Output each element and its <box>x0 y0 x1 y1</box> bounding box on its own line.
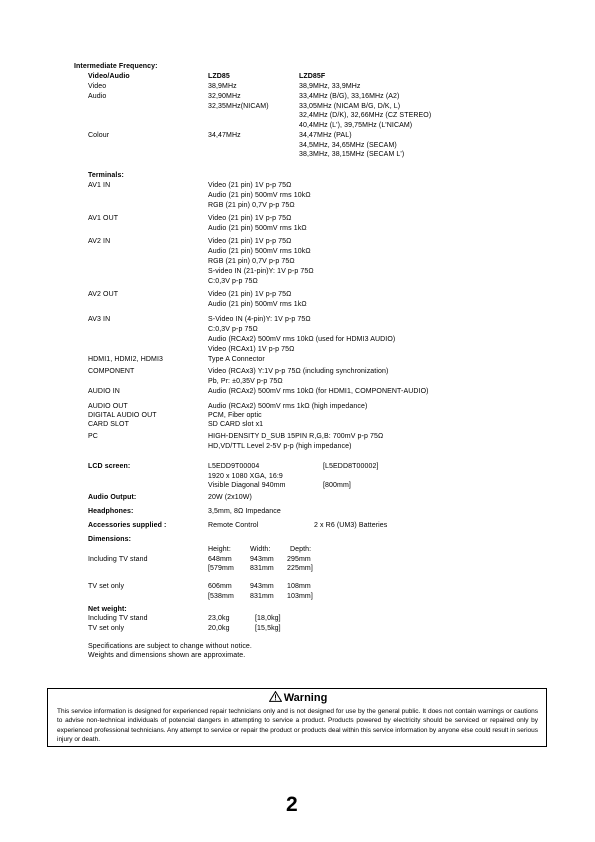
note-line: Specifications are subject to change without notice. <box>88 643 252 650</box>
dim-value: 225mm] <box>287 565 313 572</box>
dim-only-label: TV set only <box>88 583 125 590</box>
if-colour-m2-line: 34,47MHz (PAL) <box>299 132 352 139</box>
terminal-spec-line: Audio (RCAx2) 500mV rms 10kΩ (for HDMI1, COMPONENT-AUDIO) <box>208 388 429 395</box>
weight-value: [18,0kg] <box>255 615 281 622</box>
terminal-spec-line: Pb, Pr: ±0,35V p-p 75Ω <box>208 378 283 385</box>
if-video-m1: 38,9MHz <box>208 83 237 90</box>
terminal-spec-line: Video (21 pin) 1V p-p 75Ω <box>208 291 292 298</box>
dim-height-header: Height: <box>208 546 231 553</box>
if-label-video: Video <box>88 83 107 90</box>
terminal-label: AUDIO IN <box>88 388 120 395</box>
dim-value: 831mm <box>250 565 274 572</box>
terminal-label: PC <box>88 433 98 440</box>
audio-output-value: 20W (2x10W) <box>208 494 252 501</box>
terminal-spec-line: Video (21 pin) 1V p-p 75Ω <box>208 182 292 189</box>
terminal-spec-line: Type A Connector <box>208 356 265 363</box>
terminal-spec-line: SD CARD slot x1 <box>208 421 264 428</box>
dim-value: 831mm <box>250 593 274 600</box>
weight-only-label: TV set only <box>88 625 125 632</box>
lcd-part-2: [L5EDD8T00002] <box>323 463 379 470</box>
weight-value: 20,0kg <box>208 625 230 632</box>
terminal-spec-line: Audio (RCAx2) 500mV rms 1kΩ (high impedance) <box>208 403 368 410</box>
terminal-label: HDMI1, HDMI2, HDMI3 <box>88 356 164 363</box>
terminal-spec-line: RGB (21 pin) 0,7V p-p 75Ω <box>208 258 295 265</box>
lcd-label: LCD screen: <box>88 463 131 470</box>
page-number: 2 <box>286 793 298 816</box>
dim-value: [538mm <box>208 593 234 600</box>
terminal-spec-line: C:0,3V p-p 75Ω <box>208 278 258 285</box>
lcd-diagonal: Visible Diagonal 940mm <box>208 482 286 489</box>
terminal-spec-line: RGB (21 pin) 0,7V p-p 75Ω <box>208 202 295 209</box>
terminal-label: DIGITAL AUDIO OUT <box>88 412 157 419</box>
terminal-spec-line: Audio (21 pin) 500mV rms 1kΩ <box>208 225 307 232</box>
terminal-label: COMPONENT <box>88 368 135 375</box>
dim-value: 648mm <box>208 556 232 563</box>
if-label-colour: Colour <box>88 132 110 139</box>
net-weight-label: Net weight: <box>88 606 127 613</box>
terminal-spec-line: HD,VD/TTL Level 2-5V p-p (high impedance) <box>208 443 352 450</box>
audio-output-label: Audio Output: <box>88 494 137 501</box>
dim-value: 606mm <box>208 583 232 590</box>
if-label-audio: Audio <box>88 93 107 100</box>
terminal-label: AUDIO OUT <box>88 403 128 410</box>
dim-value: 103mm] <box>287 593 313 600</box>
if-audio-m2-line: 33,4MHz (B/G), 33,16MHz (A2) <box>299 93 400 100</box>
terminal-spec-line: S-video IN (21-pin)Y: 1V p-p 75Ω <box>208 268 314 275</box>
if-colour-m2-line: 38,3MHz, 38,15MHz (SECAM L') <box>299 151 405 158</box>
terminal-spec-line: PCM, Fiber optic <box>208 412 262 419</box>
dim-width-header: Width: <box>250 546 271 553</box>
warning-title <box>48 691 548 704</box>
dim-value: [579mm <box>208 565 234 572</box>
terminal-spec-line: Audio (21 pin) 500mV rms 1kΩ <box>208 301 307 308</box>
lcd-diagonal-alt: [800mm] <box>323 482 351 489</box>
accessories-remote: Remote Control <box>208 522 259 529</box>
note-line: Weights and dimensions shown are approximate. <box>88 652 246 659</box>
dim-value: 943mm <box>250 583 274 590</box>
terminal-spec-line: Video (RCAx3) Y:1V p-p 75Ω (including synchronization) <box>208 368 389 375</box>
if-audio-m2-line: 33,05MHz (NICAM B/G, D/K, L) <box>299 102 401 110</box>
if-heading: Intermediate Frequency: <box>74 63 158 70</box>
weight-stand-label: Including TV stand <box>88 615 148 622</box>
terminal-spec-line: Video (21 pin) 1V p-p 75Ω <box>208 238 292 245</box>
terminal-label: AV2 IN <box>88 238 111 245</box>
headphones-value: 3,5mm, 8Ω Impedance <box>208 508 281 515</box>
if-col-heading: Video/Audio <box>88 73 130 80</box>
model-lzd85: LZD85 <box>208 73 230 80</box>
weight-value: [15,5kg] <box>255 625 281 632</box>
lcd-resolution: 1920 x 1080 XGA, 16:9 <box>208 473 283 480</box>
dim-value: 295mm <box>287 556 311 563</box>
terminal-spec-line: HIGH-DENSITY D_SUB 15PIN R,G,B: 700mV p-p 75Ω <box>208 433 384 440</box>
accessories-batteries: 2 x R6 (UM3) Batteries <box>314 522 388 529</box>
if-audio-m1-line: 32,35MHz(NICAM) <box>208 102 269 110</box>
if-video-m2: 38,9MHz, 33,9MHz <box>299 83 361 90</box>
accessories-label: Accessories supplied : <box>88 522 167 529</box>
if-audio-m2-line: 32,4MHz (D/K), 32,66MHz (CZ STEREO) <box>299 112 432 119</box>
if-colour-m1: 34,47MHz <box>208 132 241 139</box>
dim-value: 108mm <box>287 583 311 590</box>
terminal-spec-line: C:0,3V p-p 75Ω <box>208 326 258 333</box>
weight-value: 23,0kg <box>208 615 230 622</box>
terminal-label: AV1 OUT <box>88 215 119 222</box>
terminal-spec-line: Audio (21 pin) 500mV rms 10kΩ <box>208 192 311 199</box>
dim-depth-header: Depth: <box>290 546 312 553</box>
terminals-heading: Terminals: <box>88 172 124 179</box>
if-colour-m2-line: 34,5MHz, 34,65MHz (SECAM) <box>299 141 397 149</box>
terminal-label: CARD SLOT <box>88 421 129 428</box>
if-audio-m2-line: 40,4MHz (L'), 39,75MHz (L'NICAM) <box>299 121 413 129</box>
model-lzd85f: LZD85F <box>299 73 326 80</box>
dimensions-label: Dimensions: <box>88 536 132 543</box>
terminal-spec-line: Video (21 pin) 1V p-p 75Ω <box>208 215 292 222</box>
terminal-spec-line: S-Video IN (4-pin)Y: 1V p-p 75Ω <box>208 316 311 323</box>
terminal-label: AV1 IN <box>88 182 111 189</box>
terminal-spec-line: Video (RCAx1) 1V p-p 75Ω <box>208 346 295 353</box>
warning-title-text: Warning <box>283 692 328 704</box>
warning-triangle-icon <box>269 691 282 702</box>
dim-stand-label: Including TV stand <box>88 556 148 563</box>
dim-value: 943mm <box>250 556 274 563</box>
terminal-label: AV3 IN <box>88 316 111 323</box>
terminal-spec-line: Audio (21 pin) 500mV rms 10kΩ <box>208 248 311 255</box>
headphones-label: Headphones: <box>88 508 134 515</box>
terminal-spec-line: Audio (RCAx2) 500mV rms 10kΩ (used for HDMI3 AUDIO) <box>208 336 396 343</box>
terminal-label: AV2 OUT <box>88 291 119 298</box>
warning-box <box>47 688 547 747</box>
if-audio-m1-line: 32,90MHz <box>208 93 241 100</box>
lcd-part-1: L5EDD9T00004 <box>208 463 260 470</box>
warning-body: This service information is designed for experienced repair technicians only and is not designed for use by the general public. It does not contain warnings or cautions to advise non-technical individuals of potencial dangers in attempting to service a product. Products powered by electricity should be serviced or repaired only by experienced professional technicians. Any attempt to service or repair the product or products deal within this service information by anyone else could result in serious injury or death. <box>57 708 538 743</box>
